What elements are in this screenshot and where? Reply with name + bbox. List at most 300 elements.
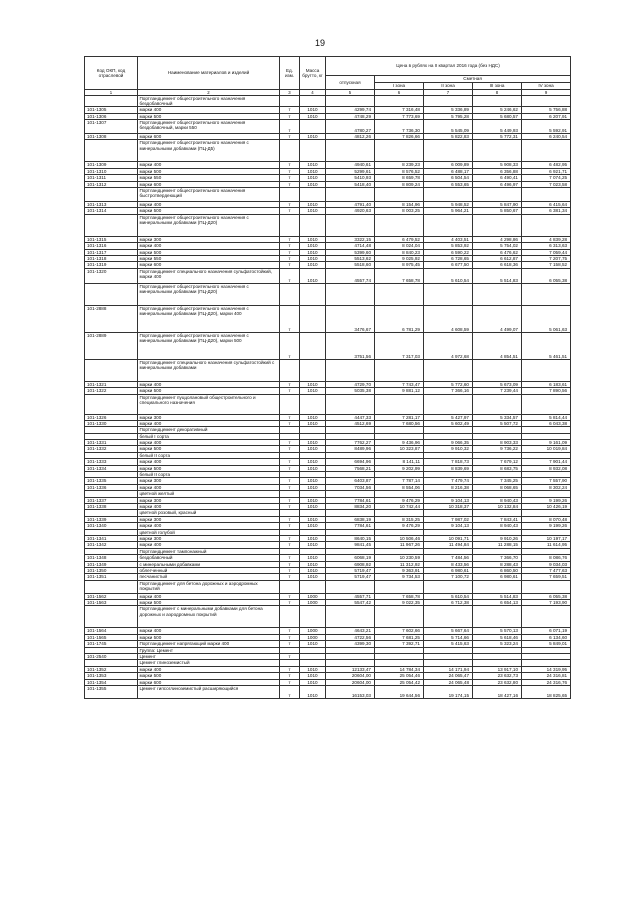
- row-price-zone-3: 10 132,84: [473, 504, 522, 510]
- row-price-zone-3: [473, 96, 522, 107]
- row-mass: 1010: [300, 181, 326, 187]
- row-code: 101-1331: [85, 440, 138, 446]
- row-code: 101-1309: [85, 162, 138, 168]
- row-unit: [280, 394, 300, 414]
- row-mass: 1010: [300, 478, 326, 484]
- column-number: 7: [424, 90, 473, 96]
- row-price-zone-3: [473, 140, 522, 162]
- row-price-zone-1: 9 734,53: [375, 574, 424, 580]
- row-price-zone-4: 14 319,95: [522, 666, 571, 672]
- row-code: 101-1349: [85, 561, 138, 567]
- row-price-zone-4: 8 302,24: [522, 484, 571, 490]
- row-price-zone-2: [424, 394, 473, 414]
- row-unit: т: [280, 497, 300, 503]
- row-price-zone-4: 6 043,38: [522, 420, 571, 426]
- row-release-price: 5518,60: [326, 262, 375, 268]
- row-mass: 1010: [300, 465, 326, 471]
- row-mass: 1010: [300, 484, 326, 490]
- row-code: 101-1352: [85, 666, 138, 672]
- row-price-zone-2: 8 839,69: [424, 465, 473, 471]
- row-mass: [300, 188, 326, 202]
- row-code: 101-1322: [85, 388, 138, 394]
- row-name: марки 300: [138, 516, 280, 522]
- row-unit: т: [280, 542, 300, 548]
- row-unit: т: [280, 561, 300, 567]
- row-price-zone-1: 19 644,56: [375, 685, 424, 698]
- row-price-zone-3: 8 683,75: [473, 465, 522, 471]
- row-code: 101-1335: [85, 478, 138, 484]
- table-row: [85, 188, 571, 202]
- row-mass: 1010: [300, 497, 326, 503]
- row-price-zone-4: 5 461,51: [522, 332, 571, 359]
- row-price-zone-2: 5 964,21: [424, 208, 473, 214]
- row-price-zone-1: 14 784,34: [375, 666, 424, 672]
- row-code: 101-1353: [85, 673, 138, 679]
- row-price-zone-1: [375, 359, 424, 381]
- row-unit: т: [280, 478, 300, 484]
- row-price-zone-2: 5 772,60: [424, 381, 473, 387]
- row-release-price: 7568,21: [326, 465, 375, 471]
- row-mass: 1010: [300, 440, 326, 446]
- row-price-zone-4: 8 932,08: [522, 465, 571, 471]
- row-unit: т: [280, 134, 300, 140]
- row-unit: т: [280, 107, 300, 113]
- row-price-zone-4: 6 207,91: [522, 113, 571, 119]
- row-price-zone-2: [424, 580, 473, 593]
- row-code: 101-1332: [85, 446, 138, 452]
- row-price-zone-2: 6 980,61: [424, 567, 473, 573]
- row-price-zone-3: 18 427,16: [473, 685, 522, 698]
- row-price-zone-1: [375, 580, 424, 593]
- row-name: марки 300: [138, 535, 280, 541]
- row-name: марки 500: [138, 249, 280, 255]
- row-unit: [280, 283, 300, 305]
- row-price-zone-1: 10 323,87: [375, 446, 424, 452]
- row-release-price: 5719,47: [326, 567, 375, 573]
- row-release-price: [326, 96, 375, 107]
- row-price-zone-2: 24 065,48: [424, 679, 473, 685]
- row-name: цветной желтый: [138, 491, 280, 497]
- row-price-zone-1: 25 054,42: [375, 679, 424, 685]
- row-release-price: [326, 214, 375, 236]
- row-name: марки 400: [138, 593, 280, 599]
- row-price-zone-1: 8 809,24: [375, 181, 424, 187]
- row-price-zone-3: 5 334,57: [473, 414, 522, 420]
- row-code: 101-1321: [85, 381, 138, 387]
- row-release-price: 4557,71: [326, 593, 375, 599]
- row-mass: 1010: [300, 561, 326, 567]
- row-code: 101-1336: [85, 484, 138, 490]
- row-price-zone-1: 7 602,66: [375, 628, 424, 634]
- row-price-zone-3: 13 917,10: [473, 666, 522, 672]
- row-mass: 1010: [300, 255, 326, 261]
- row-unit: [280, 359, 300, 381]
- header-zone-1: I зона: [375, 83, 424, 90]
- row-price-zone-4: 7 158,52: [522, 262, 571, 268]
- row-name: марки 500: [138, 113, 280, 119]
- row-price-zone-1: 7 316,48: [375, 107, 424, 113]
- row-mass: 1010: [300, 268, 326, 283]
- row-price-zone-3: 5 514,83: [473, 593, 522, 599]
- row-price-zone-1: [375, 606, 424, 628]
- row-release-price: 5299,61: [326, 168, 375, 174]
- row-name: белый II сорта: [138, 472, 280, 478]
- row-price-zone-3: 5 847,90: [473, 202, 522, 208]
- row-price-zone-2: [424, 359, 473, 381]
- row-release-price: 4812,26: [326, 134, 375, 140]
- row-price-zone-3: 4 499,07: [473, 305, 522, 332]
- row-unit: т: [280, 175, 300, 181]
- row-price-zone-3: 6 612,87: [473, 255, 522, 261]
- row-unit: т: [280, 673, 300, 679]
- row-price-zone-1: 25 054,46: [375, 673, 424, 679]
- row-price-zone-4: 5 061,63: [522, 305, 571, 332]
- row-release-price: 16153,03: [326, 685, 375, 698]
- row-price-zone-1: [375, 188, 424, 202]
- row-price-zone-4: 18 825,65: [522, 685, 571, 698]
- row-release-price: 5399,60: [326, 249, 375, 255]
- row-price-zone-3: 8 288,43: [473, 561, 522, 567]
- row-price-zone-1: [375, 96, 424, 107]
- row-price-zone-1: 7 392,71: [375, 641, 424, 647]
- table-row: [85, 268, 571, 283]
- row-name: марки 400: [138, 628, 280, 634]
- row-price-zone-2: 6 009,89: [424, 162, 473, 168]
- row-name: песчанистый: [138, 574, 280, 580]
- row-mass: 1010: [300, 420, 326, 426]
- row-price-zone-3: 6 496,97: [473, 181, 522, 187]
- row-release-price: [326, 188, 375, 202]
- row-price-zone-4: 6 134,60: [522, 634, 571, 640]
- row-price-zone-2: 6 590,22: [424, 249, 473, 255]
- row-price-zone-4: 10 019,84: [522, 446, 571, 452]
- row-code: 101-1340: [85, 523, 138, 529]
- row-price-zone-3: 5 754,02: [473, 243, 522, 249]
- row-unit: т: [280, 666, 300, 672]
- row-release-price: 5547,42: [326, 600, 375, 606]
- row-name: марки 400: [138, 107, 280, 113]
- row-code: [85, 394, 138, 414]
- header-price-group: Цена в рублях на II квартал 2016 года (без НДС): [326, 57, 571, 76]
- row-unit: т: [280, 113, 300, 119]
- row-price-zone-1: 8 024,04: [375, 243, 424, 249]
- row-name: бездобавочный: [138, 555, 280, 561]
- row-price-zone-1: 7 317,03: [375, 332, 424, 359]
- row-price-zone-4: 6 183,61: [522, 381, 571, 387]
- row-name: Портландцемент декоративный: [138, 427, 280, 433]
- row-name: марки 500: [138, 673, 280, 679]
- row-price-zone-4: 6 482,95: [522, 162, 571, 168]
- row-price-zone-2: 24 065,47: [424, 673, 473, 679]
- row-name: Портландцемент общестроительного назначения с минеральными добавками (ПЦ-Д20), марки 500: [138, 332, 280, 359]
- row-release-price: 4557,74: [326, 268, 375, 283]
- row-release-price: 4791,40: [326, 202, 375, 208]
- row-code: [85, 283, 138, 305]
- row-price-zone-3: 6 860,50: [473, 567, 522, 573]
- row-code: 101-1341: [85, 535, 138, 541]
- row-unit: т: [280, 679, 300, 685]
- row-unit: т: [280, 162, 300, 168]
- row-price-zone-4: 5 814,44: [522, 414, 571, 420]
- row-price-zone-3: 6 618,36: [473, 262, 522, 268]
- row-price-zone-3: 8 068,65: [473, 484, 522, 490]
- row-release-price: 4643,21: [326, 628, 375, 634]
- row-release-price: 20604,00: [326, 673, 375, 679]
- column-number: 5: [326, 90, 375, 96]
- row-price-zone-4: 24 316,76: [522, 679, 571, 685]
- row-price-zone-2: 9 066,35: [424, 440, 473, 446]
- row-price-zone-1: 8 840,23: [375, 249, 424, 255]
- table-row: [85, 214, 571, 236]
- row-unit: т: [280, 262, 300, 268]
- table-row: [85, 359, 571, 381]
- table-row: [85, 283, 571, 305]
- row-release-price: 4447,33: [326, 414, 375, 420]
- row-release-price: 12133,47: [326, 666, 375, 672]
- row-name: Портландцемент напрягающий марки 400: [138, 641, 280, 647]
- row-mass: 1010: [300, 381, 326, 387]
- row-unit: т: [280, 523, 300, 529]
- row-name: марки 500: [138, 634, 280, 640]
- row-price-zone-2: [424, 140, 473, 162]
- row-mass: 1010: [300, 685, 326, 698]
- row-price-zone-3: 5 908,33: [473, 162, 522, 168]
- row-price-zone-2: 6 712,38: [424, 600, 473, 606]
- row-name: Портландцемент общестроительного назначения с минеральными добавками (ПЦ-Д20): [138, 283, 280, 305]
- row-price-zone-1: 9 476,29: [375, 523, 424, 529]
- row-price-zone-2: 5 714,66: [424, 634, 473, 640]
- row-code: 101-1306: [85, 113, 138, 119]
- row-name: марки 500: [138, 465, 280, 471]
- row-name: марки 300: [138, 497, 280, 503]
- row-mass: 1010: [300, 107, 326, 113]
- row-name: марки 400: [138, 459, 280, 465]
- row-unit: т: [280, 414, 300, 420]
- row-price-zone-2: 19 174,15: [424, 685, 473, 698]
- row-code: 101-1339: [85, 516, 138, 522]
- row-price-zone-2: 5 853,92: [424, 243, 473, 249]
- row-code: 101-1315: [85, 236, 138, 242]
- row-release-price: 6838,19: [326, 516, 375, 522]
- row-price-zone-2: [424, 188, 473, 202]
- row-unit: т: [280, 446, 300, 452]
- row-code: 101-1354: [85, 679, 138, 685]
- row-name: облегченный: [138, 567, 280, 573]
- row-release-price: [326, 394, 375, 414]
- row-mass: [300, 96, 326, 107]
- row-name: марки 400: [138, 523, 280, 529]
- row-name: марки 600: [138, 181, 280, 187]
- row-price-zone-4: 9 161,09: [522, 440, 571, 446]
- row-unit: т: [280, 255, 300, 261]
- row-release-price: 7762,27: [326, 440, 375, 446]
- row-name: цветной розовый, красный: [138, 510, 280, 516]
- row-price-zone-3: 8 903,33: [473, 440, 522, 446]
- row-unit: т: [280, 268, 300, 283]
- row-code: 101-1338: [85, 504, 138, 510]
- row-price-zone-2: 7 818,73: [424, 459, 473, 465]
- row-code: 101-1317: [85, 249, 138, 255]
- row-mass: 1010: [300, 574, 326, 580]
- row-price-zone-2: 5 610,54: [424, 593, 473, 599]
- row-code: [85, 606, 138, 628]
- row-price-zone-3: 7 679,12: [473, 459, 522, 465]
- row-price-zone-1: [375, 283, 424, 305]
- row-price-zone-1: 8 659,78: [375, 175, 424, 181]
- row-price-zone-3: 6 476,62: [473, 249, 522, 255]
- row-price-zone-2: 5 427,97: [424, 414, 473, 420]
- row-price-zone-1: 9 022,35: [375, 600, 424, 606]
- row-price-zone-2: 10 318,37: [424, 504, 473, 510]
- row-price-zone-4: [522, 283, 571, 305]
- row-code: 101-2889: [85, 332, 138, 359]
- row-price-zone-4: 9 034,03: [522, 561, 571, 567]
- row-price-zone-1: 10 742,44: [375, 504, 424, 510]
- row-unit: т: [280, 654, 300, 660]
- row-name: Портландцемент специального назначения сульфатостойкий, марки 400: [138, 268, 280, 283]
- row-price-zone-4: 7 659,51: [522, 574, 571, 580]
- row-release-price: 4299,74: [326, 107, 375, 113]
- row-price-zone-1: 9 476,29: [375, 497, 424, 503]
- row-release-price: 8640,15: [326, 535, 375, 541]
- row-release-price: 5410,93: [326, 175, 375, 181]
- row-code: 101-1351: [85, 574, 138, 580]
- row-price-zone-4: 5 849,01: [522, 641, 571, 647]
- row-unit: [280, 188, 300, 202]
- row-name: Цемент: [138, 654, 280, 660]
- row-code: 101-1745: [85, 641, 138, 647]
- row-price-zone-3: 9 736,22: [473, 446, 522, 452]
- row-price-zone-1: [375, 214, 424, 236]
- row-price-zone-3: 5 680,57: [473, 113, 522, 119]
- row-price-zone-3: 6 490,41: [473, 175, 522, 181]
- row-code: 101-1337: [85, 497, 138, 503]
- row-unit: т: [280, 555, 300, 561]
- row-unit: [280, 606, 300, 628]
- row-price-zone-3: 7 843,41: [473, 516, 522, 522]
- row-price-zone-3: 23 632,73: [473, 673, 522, 679]
- row-price-zone-3: 7 366,70: [473, 555, 522, 561]
- row-name: марки 400: [138, 484, 280, 490]
- row-price-zone-4: [522, 214, 571, 236]
- row-name: марки 400: [138, 162, 280, 168]
- row-mass: [300, 140, 326, 162]
- row-price-zone-4: 6 415,64: [522, 202, 571, 208]
- row-price-zone-4: 8 070,48: [522, 516, 571, 522]
- row-mass: [300, 359, 326, 381]
- row-mass: 1010: [300, 208, 326, 214]
- row-unit: т: [280, 243, 300, 249]
- row-name: белый II сорта: [138, 452, 280, 458]
- row-price-zone-4: 8 086,76: [522, 555, 571, 561]
- column-number: 4: [300, 90, 326, 96]
- row-release-price: 4512,69: [326, 420, 375, 426]
- row-name: Портландцемент для бетона дорожных и аэродромных покрытий: [138, 580, 280, 593]
- row-price-zone-4: 4 839,28: [522, 236, 571, 242]
- row-price-zone-4: 10 197,17: [522, 535, 571, 541]
- row-mass: 1010: [300, 236, 326, 242]
- row-price-zone-1: 8 576,52: [375, 168, 424, 174]
- row-name: Портландцемент с минеральными добавками для бетона дорожных и аэродромных покрытий: [138, 606, 280, 628]
- row-price-zone-3: 7 345,25: [473, 478, 522, 484]
- row-unit: т: [280, 628, 300, 634]
- row-price-zone-4: [522, 359, 571, 381]
- row-unit: т: [280, 574, 300, 580]
- row-code: 101-1312: [85, 181, 138, 187]
- row-price-zone-2: 6 553,65: [424, 181, 473, 187]
- row-code: 101-1305: [85, 107, 138, 113]
- row-price-zone-2: 5 610,54: [424, 268, 473, 283]
- row-name: Портландцемент общестроительного назначения бездобавочный: [138, 96, 280, 107]
- row-price-zone-2: 5 336,89: [424, 107, 473, 113]
- row-price-zone-4: [522, 188, 571, 202]
- row-price-zone-2: 6 488,17: [424, 168, 473, 174]
- row-price-zone-3: 5 673,09: [473, 381, 522, 387]
- row-price-zone-1: 7 773,69: [375, 113, 424, 119]
- row-code: 101-1565: [85, 634, 138, 640]
- row-price-zone-3: 8 940,43: [473, 497, 522, 503]
- row-price-zone-1: 8 003,25: [375, 208, 424, 214]
- row-name: марки 300: [138, 478, 280, 484]
- row-price-zone-1: 6 479,52: [375, 236, 424, 242]
- table-row: [85, 394, 571, 414]
- row-price-zone-3: 7 239,44: [473, 388, 522, 394]
- row-code: 101-1334: [85, 465, 138, 471]
- row-release-price: [326, 283, 375, 305]
- row-name: марки 500: [138, 388, 280, 394]
- row-name: Портландцемент общестроительного назначения быстротвердеющий: [138, 188, 280, 202]
- row-code: [85, 96, 138, 107]
- row-price-zone-2: [424, 606, 473, 628]
- row-price-zone-1: 10 230,59: [375, 555, 424, 561]
- row-release-price: [326, 359, 375, 381]
- row-code: 101-1562: [85, 593, 138, 599]
- column-number: 6: [375, 90, 424, 96]
- row-name: Портландцемент специального назначения сульфатостойкий с минеральными добавками: [138, 359, 280, 381]
- row-release-price: 6694,96: [326, 459, 375, 465]
- row-price-zone-2: 4 403,51: [424, 236, 473, 242]
- row-name: марки 500: [138, 208, 280, 214]
- row-code: 101-1320: [85, 268, 138, 283]
- row-release-price: 6908,92: [326, 561, 375, 567]
- row-price-zone-2: 11 494,84: [424, 542, 473, 548]
- row-unit: т: [280, 593, 300, 599]
- row-name: марки 600: [138, 262, 280, 268]
- row-mass: 1010: [300, 673, 326, 679]
- header-mass: Масса брутто, кг: [300, 57, 326, 90]
- row-price-zone-4: 7 023,58: [522, 181, 571, 187]
- row-price-zone-1: 9 436,96: [375, 440, 424, 446]
- row-price-zone-4: 7 059,44: [522, 249, 571, 255]
- row-name: марки 400: [138, 202, 280, 208]
- column-number: 2: [138, 90, 280, 96]
- row-mass: 1010: [300, 168, 326, 174]
- row-price-zone-4: 11 614,95: [522, 542, 571, 548]
- row-release-price: 4714,48: [326, 243, 375, 249]
- row-code: 101-1326: [85, 414, 138, 420]
- row-price-zone-2: 5 415,63: [424, 641, 473, 647]
- row-price-zone-2: 6 504,54: [424, 175, 473, 181]
- row-price-zone-2: 5 545,09: [424, 120, 473, 134]
- row-price-zone-2: 7 484,56: [424, 555, 473, 561]
- table-row: [85, 120, 571, 134]
- row-mass: 1000: [300, 593, 326, 599]
- row-price-zone-2: 9 104,13: [424, 497, 473, 503]
- row-price-zone-3: 4 298,86: [473, 236, 522, 242]
- row-price-zone-4: 5 756,88: [522, 107, 571, 113]
- row-release-price: 7784,61: [326, 523, 375, 529]
- row-price-zone-4: [522, 580, 571, 593]
